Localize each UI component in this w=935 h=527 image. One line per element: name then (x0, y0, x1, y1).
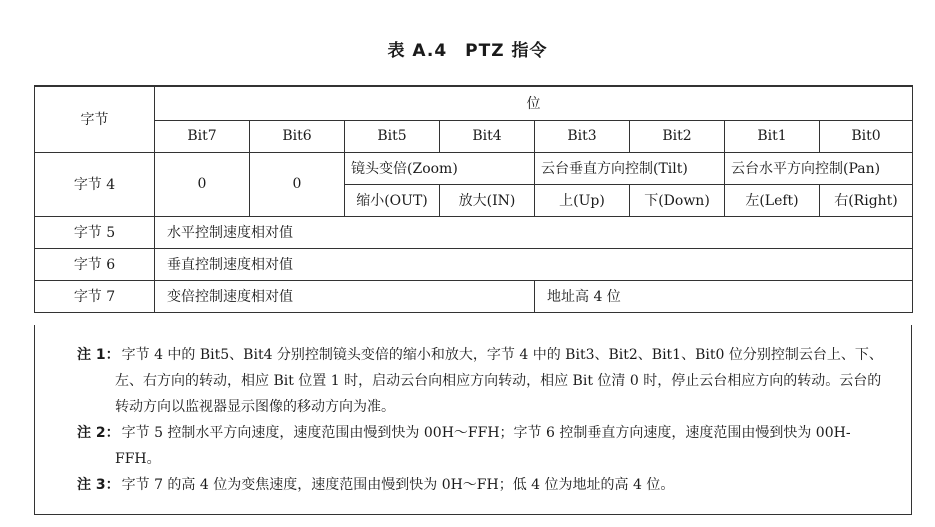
byte4-bit7: 0 (155, 152, 250, 216)
note-3-text: 字节 7 的高 4 位为变焦速度，速度范围由慢到快为 0H～FH；低 4 位为地址的高 4 位。 (121, 477, 675, 493)
bit-header: 位 (155, 86, 913, 120)
byte7-value-address: 地址高 4 位 (535, 280, 913, 312)
tilt-group: 云台垂直方向控制(Tilt) (535, 152, 725, 184)
note-2-label: 注 2： (77, 425, 120, 441)
byte7-value-high: 变倍控制速度相对值 (155, 280, 535, 312)
byte5-value: 水平控制速度相对值 (155, 216, 913, 248)
ptz-command-table (34, 85, 913, 313)
bit2-header: Bit2 (630, 120, 725, 152)
pan-group: 云台水平方向控制(Pan) (725, 152, 913, 184)
bit3-header: Bit3 (535, 120, 630, 152)
bit4-header: Bit4 (440, 120, 535, 152)
note-2 (77, 420, 893, 472)
note-1 (77, 342, 893, 420)
note-1-text: 字节 4 中的 Bit5、Bit4 分别控制镜头变倍的缩小和放大，字节 4 中的 Bit3、Bit2、Bit1、Bit0 位分别控制云台上、下、左、右方向的转动，相应 Bit 位置 1 时，启动云台向相应方向转动，相应 Bit 位清 0 时，停止云台相应方向的转动。云台的转动方向以监视器显示图像的移动方向为准。 (115, 347, 883, 415)
note-1-label: 注 1： (77, 347, 120, 363)
zoom-group: 镜头变倍(Zoom) (345, 152, 535, 184)
pan-left-cell: 左(Left) (725, 184, 820, 216)
bit1-header: Bit1 (725, 120, 820, 152)
byte5-label: 字节 5 (35, 216, 155, 248)
pan-right-cell: 右(Right) (820, 184, 913, 216)
bit5-header: Bit5 (345, 120, 440, 152)
byte6-value: 垂直控制速度相对值 (155, 248, 913, 280)
byte4-label: 字节 4 (35, 152, 155, 216)
table-title: 表 A.4 PTZ 指令 (387, 41, 548, 61)
note-3-label: 注 3： (77, 477, 120, 493)
bit7-header: Bit7 (155, 120, 250, 152)
byte-header: 字节 (35, 86, 155, 152)
byte7-label: 字节 7 (35, 280, 155, 312)
byte4-bit6: 0 (250, 152, 345, 216)
tilt-up-cell: 上(Up) (535, 184, 630, 216)
tilt-down-cell: 下(Down) (630, 184, 725, 216)
zoom-in-cell: 放大(IN) (440, 184, 535, 216)
zoom-out-cell: 缩小(OUT) (345, 184, 440, 216)
note-3 (77, 472, 893, 498)
notes-block (34, 325, 912, 515)
byte6-label: 字节 6 (35, 248, 155, 280)
bit0-header: Bit0 (820, 120, 913, 152)
bit6-header: Bit6 (250, 120, 345, 152)
note-2-text: 字节 5 控制水平方向速度，速度范围由慢到快为 00H～FFH；字节 6 控制垂直方向速度，速度范围由慢到快为 00H-FFH。 (115, 425, 851, 467)
